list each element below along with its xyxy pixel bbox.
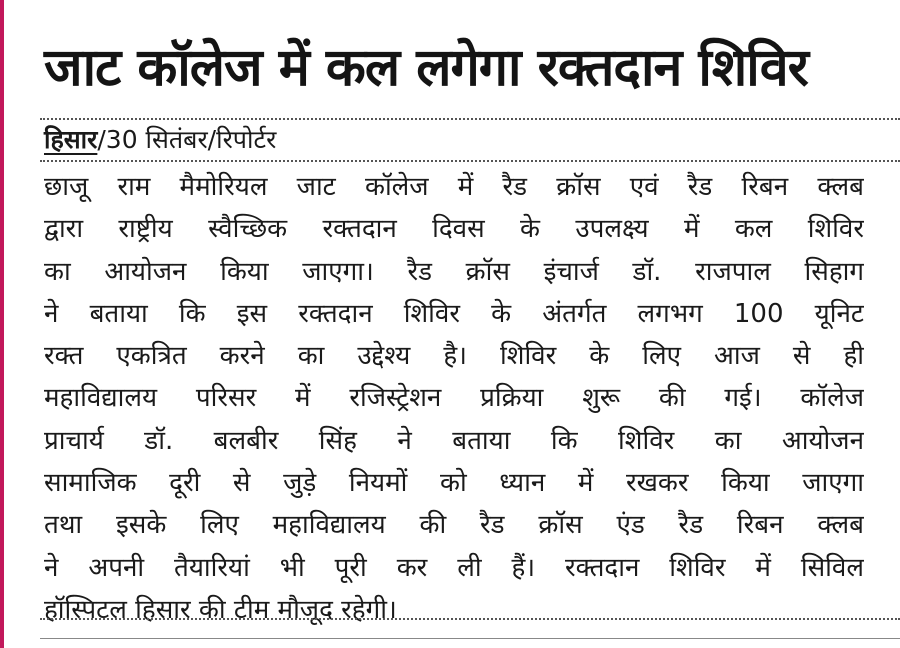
headline: जाट कॉलेज में कल लगेगा रक्तदान शिविर [44,38,808,98]
body-line: ने अपनी तैयारियां भी पूरी कर ली हैं। रक्तदान शिविर में सिविल [44,552,864,583]
body-line: तथा इसके लिए महाविद्यालय की रैड क्रॉस एंड रैड रिबन क्लब [44,510,864,541]
left-margin-rule [0,0,4,648]
body-line: प्राचार्य डॉ. बलबीर सिंह ने बताया कि शिविर का आयोजन [44,425,864,456]
body-line: द्वारा राष्ट्रीय स्वैच्छिक रक्तदान दिवस के उपलक्ष्य में कल शिविर [44,214,864,245]
next-article-border [40,638,900,639]
body-line: छाजू राम मैमोरियल जाट कॉलेज में रैड क्रॉस एवं रैड रिबन क्लब [44,172,864,202]
body-line: रक्त एकत्रित करने का उद्देश्य है। शिविर के लिए आज से ही [44,341,864,372]
dateline-place: हिसार [44,125,98,154]
dateline-divider [40,160,900,162]
dateline-rest: /30 सितंबर/रिपोर्टर [97,125,277,154]
bottom-divider [40,618,900,620]
body-line: हॉस्पिटल हिसार की टीम मौजूद रहेगी। [44,594,397,625]
body-line: सामाजिक दूरी से जुड़े नियमों को ध्यान में रखकर किया जाएगा [44,468,864,499]
article-body [44,166,864,631]
body-line: महाविद्यालय परिसर में रजिस्ट्रेशन प्रक्रिया शुरू की गई। कॉलेज [44,383,864,414]
body-line: का आयोजन किया जाएगा। रैड क्रॉस इंचार्ज डॉ. राजपाल सिहाग [44,256,864,287]
dateline [44,120,276,160]
body-line: ने बताया कि इस रक्तदान शिविर के अंतर्गत लगभग 100 यूनिट [44,298,864,329]
